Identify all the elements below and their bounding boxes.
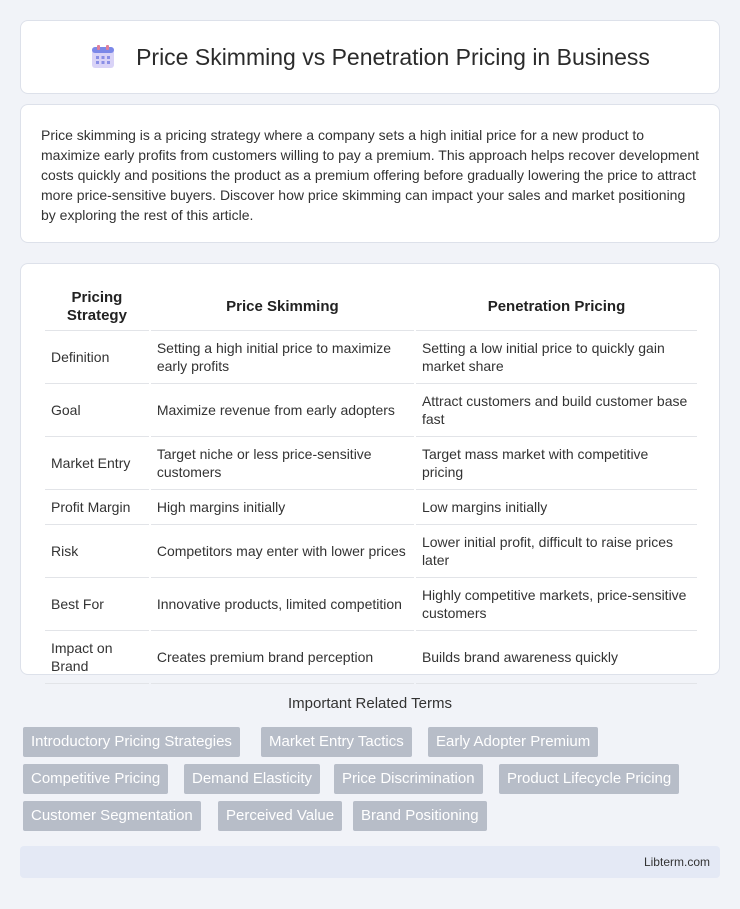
intro-paragraph: Price skimming is a pricing strategy where a company sets a high initial price for a new product to maximize early profits from customers willing to pay a premium. This approach helps recover development costs quickly and positions the product as a premium offering before gradually lowering the price to attract more price-sensitive buyers. Discover how price skimming can impact your sales and market positioning by exploring the rest of this article. [41, 127, 700, 223]
footer [20, 846, 720, 878]
header-price-skimming: Price Skimming [151, 284, 414, 331]
row-label: Market Entry [45, 437, 149, 490]
comparison-card [20, 263, 720, 675]
table-row [45, 384, 697, 437]
penetration-cell: Highly competitive markets, price-sensitive customers [416, 578, 697, 631]
calendar-icon [90, 44, 116, 70]
tag-competitive-pricing[interactable]: Competitive Pricing [23, 764, 168, 794]
penetration-cell: Attract customers and build customer base fast [416, 384, 697, 437]
penetration-cell: Builds brand awareness quickly [416, 631, 697, 684]
skimming-cell: Setting a high initial price to maximize early profits [151, 331, 414, 384]
header-penetration-pricing: Penetration Pricing [416, 284, 697, 331]
page-title: Price Skimming vs Penetration Pricing in Business [136, 43, 650, 70]
table-row [45, 437, 697, 490]
tag-market-entry-tactics[interactable]: Market Entry Tactics [261, 727, 412, 757]
skimming-cell: Competitors may enter with lower prices [151, 525, 414, 578]
tag-early-adopter-premium[interactable]: Early Adopter Premium [428, 727, 598, 757]
tag-demand-elasticity[interactable]: Demand Elasticity [184, 764, 320, 794]
row-label: Impact on Brand [45, 631, 149, 684]
table-row [45, 578, 697, 631]
skimming-cell: Creates premium brand perception [151, 631, 414, 684]
tag-product-lifecycle-pricing[interactable]: Product Lifecycle Pricing [499, 764, 679, 794]
header-card [20, 20, 720, 94]
row-label: Profit Margin [45, 490, 149, 525]
row-label: Risk [45, 525, 149, 578]
skimming-cell: High margins initially [151, 490, 414, 525]
tag-brand-positioning[interactable]: Brand Positioning [353, 801, 487, 831]
table-header-row [45, 284, 697, 331]
related-terms-title: Important Related Terms [288, 695, 452, 712]
table-row [45, 490, 697, 525]
row-label: Goal [45, 384, 149, 437]
row-label: Best For [45, 578, 149, 631]
skimming-cell: Target niche or less price-sensitive customers [151, 437, 414, 490]
skimming-cell: Maximize revenue from early adopters [151, 384, 414, 437]
table-row [45, 631, 697, 684]
tag-perceived-value[interactable]: Perceived Value [218, 801, 342, 831]
penetration-cell: Target mass market with competitive pricing [416, 437, 697, 490]
tag-price-discrimination[interactable]: Price Discrimination [334, 764, 483, 794]
comparison-table [43, 284, 699, 684]
intro-card [20, 104, 720, 243]
skimming-cell: Innovative products, limited competition [151, 578, 414, 631]
penetration-cell: Setting a low initial price to quickly gain market share [416, 331, 697, 384]
header-pricing-strategy: Pricing Strategy [45, 284, 149, 331]
table-row [45, 525, 697, 578]
row-label: Definition [45, 331, 149, 384]
table-row [45, 331, 697, 384]
tag-customer-segmentation[interactable]: Customer Segmentation [23, 801, 201, 831]
tag-introductory-pricing-strategies[interactable]: Introductory Pricing Strategies [23, 727, 240, 757]
footer-site-link[interactable]: Libterm.com [643, 855, 710, 869]
penetration-cell: Lower initial profit, difficult to raise prices later [416, 525, 697, 578]
penetration-cell: Low margins initially [416, 490, 697, 525]
